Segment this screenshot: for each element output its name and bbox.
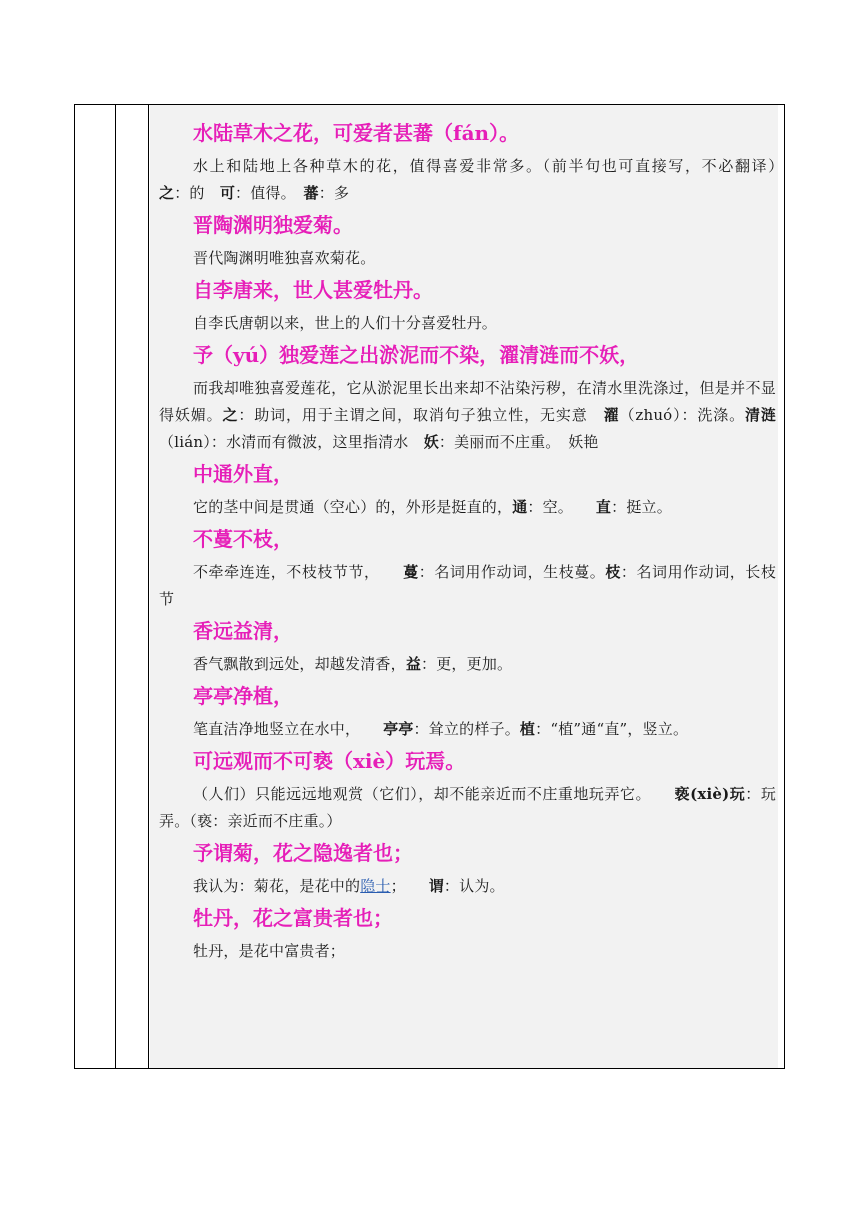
note-term: 通 — [512, 498, 528, 516]
source-sentence: 自李唐来，世人甚爱牡丹。 — [193, 278, 433, 302]
note-def: 值得。 — [250, 184, 289, 202]
translation-text: （人们）只能远远地观赏（它们），却不能亲近而不庄重地玩弄它。 — [193, 785, 644, 803]
note-def: 空。 — [542, 498, 566, 516]
note-term: 蔓 — [403, 563, 419, 581]
note-term: 清涟 — [744, 406, 777, 424]
translation: 牡丹，是花中富贵者； — [193, 942, 346, 960]
annotation-cell — [150, 105, 778, 1068]
note-def: 更，更加。 — [436, 655, 513, 673]
translation-text: 而我却唯独喜爱莲花，它从淤泥里长出来却不沾染污秽，在清水里洗涤过，但是并不显得妖媚。 — [159, 379, 776, 424]
note-term: 枝 — [605, 563, 621, 581]
note-term: 亵(xiè)玩 — [674, 785, 746, 803]
translation: 而我却唯独喜爱莲花，它从淤泥里长出来却不沾染污秽，在清水里洗涤过，但是并不显得妖媚。之：助词，用于主谓之间，取消句子独立性，无实意 濯（zhuó）：洗涤。清涟（lián）：水清而有微波，这里指清水 妖：美丽而不庄重。 妖艳 — [159, 379, 777, 451]
translation-text: 它的茎中间是贯通（空心）的，外形是挺直的， — [193, 498, 513, 516]
note-def: 多 — [333, 184, 350, 202]
source-sentence: 香远益清， — [193, 619, 293, 643]
note-def: 挺立。 — [626, 498, 672, 516]
note-term: 直 — [595, 498, 612, 516]
content-table — [74, 104, 785, 1069]
note-term: 可 — [219, 184, 236, 202]
translation: 晋代陶渊明唯独喜欢菊花。 — [193, 249, 376, 267]
translation: 水上和陆地上各种草木的花，值得喜爱非常多。（前半句也可直接写，不必翻译） 之：的 可：值得。 蕃：多 — [159, 157, 776, 202]
source-sentence: 不蔓不枝， — [193, 527, 293, 551]
note-def: 名词用作动词，长枝节 — [159, 563, 777, 608]
note-def: 名词用作动词，生枝蔓。 — [434, 563, 606, 581]
note-def: 认为。 — [459, 877, 505, 895]
note-def: “植”通“直”，竖立。 — [550, 720, 689, 738]
translation: 香气飘散到远处，却越发清香，益：更，更加。 — [193, 655, 513, 673]
note-term: 蕃 — [303, 184, 319, 202]
note-def: 玩弄。（亵：亲近而不庄重。） — [159, 785, 777, 830]
translation: 我认为：菊花，是花中的隐士； 谓：认为。 — [193, 877, 505, 895]
source-sentence: 晋陶渊明独爱菊。 — [193, 213, 353, 237]
translation-text: 水上和陆地上各种草木的花，值得喜爱非常多。（前半句也可直接写，不必翻译） — [193, 157, 776, 175]
source-sentence: 可远观而不可亵（xiè）玩焉。 — [193, 749, 466, 773]
source-sentence: 予谓菊，花之隐逸者也； — [193, 841, 413, 865]
translation-text: 笔直洁净地竖立在水中， — [193, 720, 353, 738]
translation: 自李氏唐朝以来，世上的人们十分喜爱牡丹。 — [193, 314, 498, 332]
translation-text: 香气飘散到远处，却越发清香， — [193, 655, 406, 673]
note-term: 植 — [519, 720, 536, 738]
note-term: 益 — [405, 655, 422, 673]
source-sentence: 亭亭净植， — [193, 684, 293, 708]
translation: 笔直洁净地竖立在水中， 亭亭：耸立的样子。植：“植”通“直”，竖立。 — [193, 720, 689, 738]
note-term: 亭亭 — [383, 720, 414, 738]
note-term: 濯 — [603, 406, 620, 424]
translation: （人们）只能远远地观赏（它们），却不能亲近而不庄重地玩弄它。 亵(xiè)玩：玩弄。（亵：亲近而不庄重。） — [159, 785, 777, 830]
source-sentence: 予（yú）独爱莲之出淤泥而不染，濯清涟而不妖， — [193, 343, 640, 367]
table-divider — [148, 105, 149, 1068]
note-def: （zhuó）：洗涤。 — [619, 406, 745, 424]
note-def: 的 — [189, 184, 205, 202]
translation-text: 不牵牵连连，不枝枝节节， — [193, 563, 373, 581]
translation-text: ； — [390, 877, 399, 895]
translation: 不牵牵连连，不枝枝节节， 蔓：名词用作动词，生枝蔓。枝：名词用作动词，长枝节 — [159, 563, 777, 608]
note-def: 耸立的样子。 — [428, 720, 520, 738]
translation: 它的茎中间是贯通（空心）的，外形是挺直的，通：空。 直：挺立。 — [193, 498, 672, 516]
note-term: 妖 — [423, 433, 439, 451]
note-def: 助词，用于主谓之间，取消句子独立性，无实意 — [254, 406, 588, 424]
note-term: 之 — [159, 184, 175, 202]
translation-text: 我认为：菊花，是花中的 — [193, 877, 361, 895]
source-sentence: 中通外直， — [193, 462, 293, 486]
note-def: 美丽而不庄重。 妖艳 — [454, 433, 599, 451]
note-term: 谓 — [428, 877, 444, 895]
source-sentence: 水陆草木之花，可爱者甚蕃（fán）。 — [193, 121, 520, 145]
note-term: 之 — [222, 406, 239, 424]
table-divider — [115, 105, 116, 1068]
source-sentence: 牡丹，花之富贵者也； — [193, 906, 393, 930]
hermit-link[interactable]: 隐士 — [360, 877, 391, 895]
note-def: （lián）：水清而有微波，这里指清水 — [159, 433, 409, 451]
